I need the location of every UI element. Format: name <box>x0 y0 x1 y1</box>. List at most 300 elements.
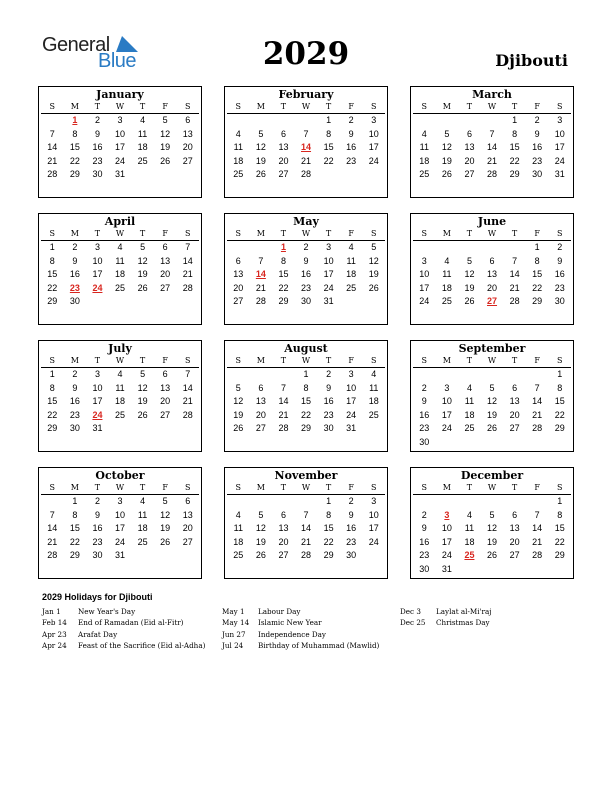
day-cell: 4 <box>466 382 472 393</box>
day-cell: 9 <box>348 509 354 520</box>
week-row <box>413 241 571 255</box>
holiday-day-cell: 27 <box>487 296 498 307</box>
holiday-row <box>42 617 205 628</box>
weekday-header <box>41 228 199 241</box>
day-cell: 8 <box>72 509 78 520</box>
empty-day <box>272 495 295 509</box>
day-cell: 28 <box>47 550 58 561</box>
day-cell: 8 <box>512 128 518 139</box>
day-cell: 20 <box>278 536 289 547</box>
holiday-day-cell: 3 <box>444 509 450 520</box>
weekday-label: T <box>466 229 473 238</box>
empty-day <box>481 368 504 382</box>
empty-day <box>413 241 436 255</box>
day-cell: 18 <box>419 155 430 166</box>
day-cell: 1 <box>557 496 563 506</box>
day-cell: 20 <box>182 142 193 153</box>
weekday-header <box>413 101 571 114</box>
day-cell: 4 <box>444 255 450 266</box>
week-row <box>41 295 199 309</box>
day-cell: 15 <box>69 142 80 153</box>
day-cell: 12 <box>487 523 498 534</box>
weekday-label: S <box>185 356 191 365</box>
week-row <box>413 128 571 142</box>
day-cell: 31 <box>115 169 126 180</box>
day-cell: 7 <box>534 509 540 520</box>
weekday-label: T <box>94 102 101 111</box>
month-title: April <box>104 215 136 228</box>
day-cell: 3 <box>557 115 563 125</box>
day-cell: 5 <box>489 382 495 393</box>
day-cell: 2 <box>348 115 354 125</box>
weekday-label: T <box>280 229 287 238</box>
week-row <box>413 395 571 409</box>
holiday-row <box>42 629 205 640</box>
day-cell: 11 <box>369 382 379 393</box>
weekday-label: W <box>115 356 125 365</box>
day-cell: 2 <box>421 509 427 520</box>
week-row <box>227 268 385 282</box>
day-cell: 24 <box>419 296 430 307</box>
weekday-label: F <box>162 356 168 365</box>
country-name: Djibouti <box>495 51 568 70</box>
day-cell: 20 <box>182 523 193 534</box>
weekday-label: W <box>115 102 125 111</box>
day-cell: 19 <box>255 536 266 547</box>
day-cell: 8 <box>303 382 309 393</box>
weekday-label: T <box>511 356 518 365</box>
month-title: December <box>460 469 524 482</box>
day-cell: 5 <box>444 128 450 139</box>
day-cell: 27 <box>278 550 289 561</box>
day-cell: 29 <box>509 169 520 180</box>
day-cell: 19 <box>441 155 452 166</box>
weekday-label: W <box>487 483 497 492</box>
day-cell: 9 <box>421 396 427 407</box>
week-row <box>41 141 199 155</box>
day-cell: 29 <box>554 550 565 561</box>
weekday-header <box>227 228 385 241</box>
weekday-label: S <box>185 483 191 492</box>
empty-day <box>41 495 64 509</box>
day-cell: 7 <box>303 128 309 139</box>
day-cell: 4 <box>140 115 146 125</box>
day-cell: 21 <box>182 269 193 280</box>
day-cell: 22 <box>47 282 58 293</box>
weekday-label: F <box>162 483 168 492</box>
day-cell: 16 <box>92 142 103 153</box>
day-cell: 22 <box>532 282 543 293</box>
day-cell: 30 <box>92 169 103 180</box>
day-cell: 11 <box>442 269 452 280</box>
empty-day <box>227 241 250 255</box>
day-cell: 22 <box>69 155 80 166</box>
day-cell: 15 <box>532 269 543 280</box>
day-cell: 10 <box>323 255 334 266</box>
empty-day <box>250 241 273 255</box>
day-cell: 16 <box>419 536 430 547</box>
day-cell: 29 <box>47 423 58 434</box>
holiday-name: End of Ramadan (Eid al-Fitr) <box>78 618 184 628</box>
weekday-label: F <box>534 356 540 365</box>
day-cell: 15 <box>323 142 334 153</box>
day-cell: 22 <box>323 536 334 547</box>
day-cell: 12 <box>368 255 379 266</box>
empty-day <box>131 549 154 563</box>
month-september <box>410 340 574 452</box>
week-row <box>413 255 571 269</box>
week-row <box>227 128 385 142</box>
day-cell: 25 <box>137 536 148 547</box>
day-cell: 28 <box>509 296 520 307</box>
logo-general-text: General <box>42 34 110 56</box>
day-cell: 24 <box>115 155 126 166</box>
day-cell: 10 <box>419 269 430 280</box>
day-cell: 15 <box>47 269 58 280</box>
day-cell: 8 <box>280 255 286 266</box>
weekday-label: S <box>185 229 191 238</box>
weekday-label: M <box>256 356 265 365</box>
day-cell: 16 <box>69 396 80 407</box>
day-cell: 27 <box>160 409 171 420</box>
month-october <box>38 467 202 579</box>
empty-day <box>481 563 504 577</box>
day-cell: 13 <box>487 269 498 280</box>
day-cell: 1 <box>49 369 55 379</box>
day-cell: 9 <box>557 255 563 266</box>
month-february <box>224 86 388 198</box>
day-cell: 3 <box>371 496 377 506</box>
day-cell: 26 <box>137 282 148 293</box>
month-title: March <box>472 88 512 101</box>
weekday-header <box>41 101 199 114</box>
day-cell: 25 <box>419 169 430 180</box>
empty-day <box>481 114 504 128</box>
month-title: January <box>96 88 144 101</box>
day-cell: 6 <box>162 369 168 379</box>
day-cell: 2 <box>94 496 100 506</box>
day-cell: 9 <box>94 128 100 139</box>
day-cell: 6 <box>466 128 472 139</box>
day-cell: 26 <box>255 550 266 561</box>
empty-day <box>154 295 177 309</box>
weekday-label: T <box>511 102 518 111</box>
holiday-column <box>400 606 491 629</box>
empty-day <box>413 114 436 128</box>
day-cell: 13 <box>160 255 171 266</box>
empty-day <box>272 368 295 382</box>
week-row <box>41 536 199 550</box>
empty-day <box>436 436 459 450</box>
month-title: October <box>95 469 145 482</box>
day-cell: 7 <box>185 242 191 252</box>
day-cell: 24 <box>346 409 357 420</box>
day-cell: 17 <box>441 536 452 547</box>
holiday-day-cell: 1 <box>72 115 78 125</box>
day-cell: 19 <box>368 269 379 280</box>
holiday-day-cell: 23 <box>69 282 80 293</box>
day-cell: 1 <box>534 242 540 252</box>
week-row <box>227 382 385 396</box>
holiday-row <box>42 640 205 651</box>
day-cell: 18 <box>233 536 244 547</box>
weekday-label: F <box>348 229 354 238</box>
weekday-label: W <box>487 102 497 111</box>
day-cell: 3 <box>444 382 450 393</box>
week-row <box>227 114 385 128</box>
weekday-label: S <box>371 229 377 238</box>
weekday-label: T <box>466 356 473 365</box>
weekday-label: S <box>49 229 56 238</box>
weekday-header <box>413 355 571 368</box>
day-cell: 4 <box>466 509 472 520</box>
day-cell: 10 <box>368 509 379 520</box>
week-row <box>41 422 199 436</box>
day-cell: 11 <box>464 396 475 407</box>
holiday-row <box>42 606 205 617</box>
day-cell: 22 <box>69 536 80 547</box>
day-cell: 2 <box>72 242 78 252</box>
day-cell: 4 <box>140 496 146 506</box>
day-cell: 27 <box>464 169 475 180</box>
holiday-column <box>42 606 205 651</box>
day-cell: 28 <box>182 282 193 293</box>
day-cell: 27 <box>509 550 520 561</box>
weekday-label: F <box>348 356 354 365</box>
day-cell: 2 <box>72 369 78 379</box>
empty-day <box>548 563 571 577</box>
day-cell: 17 <box>323 269 334 280</box>
day-cell: 15 <box>323 523 334 534</box>
weekday-header <box>413 228 571 241</box>
day-cell: 8 <box>72 128 78 139</box>
weekday-label: S <box>557 229 563 238</box>
day-cell: 4 <box>421 128 427 139</box>
week-row <box>41 268 199 282</box>
day-cell: 12 <box>233 396 244 407</box>
day-cell: 26 <box>233 423 244 434</box>
day-cell: 13 <box>160 382 171 393</box>
weekday-label: F <box>348 483 354 492</box>
day-cell: 25 <box>115 282 126 293</box>
weekday-label: M <box>70 483 79 492</box>
day-cell: 8 <box>49 255 55 266</box>
month-title: July <box>108 342 132 355</box>
month-may <box>224 213 388 325</box>
week-row <box>41 395 199 409</box>
day-cell: 18 <box>464 536 475 547</box>
holiday-date: Apr 23 <box>42 629 67 639</box>
day-cell: 24 <box>368 155 379 166</box>
day-cell: 6 <box>258 382 264 393</box>
day-cell: 26 <box>160 536 171 547</box>
day-cell: 16 <box>346 142 357 153</box>
holiday-date: Dec 3 <box>400 607 421 616</box>
day-cell: 1 <box>72 496 78 506</box>
day-cell: 21 <box>509 282 520 293</box>
day-cell: 21 <box>301 155 312 166</box>
day-cell: 10 <box>115 509 126 520</box>
weekday-label: S <box>421 483 428 492</box>
holidays-title: 2029 Holidays for Djibouti <box>42 592 153 602</box>
week-row <box>227 395 385 409</box>
day-cell: 23 <box>419 550 430 561</box>
week-row <box>41 114 199 128</box>
day-cell: 6 <box>185 115 191 125</box>
week-row <box>227 495 385 509</box>
holiday-day-cell: 1 <box>280 242 286 252</box>
day-cell: 26 <box>441 169 452 180</box>
day-cell: 15 <box>301 396 312 407</box>
week-row <box>41 495 199 509</box>
empty-day <box>176 549 199 563</box>
day-cell: 17 <box>115 523 126 534</box>
day-cell: 1 <box>512 115 518 125</box>
day-cell: 26 <box>464 296 475 307</box>
week-row <box>41 168 199 182</box>
day-cell: 13 <box>255 396 266 407</box>
empty-day <box>436 368 459 382</box>
empty-day <box>340 168 363 182</box>
weekday-label: S <box>49 483 56 492</box>
day-cell: 6 <box>512 382 518 393</box>
day-cell: 22 <box>323 155 334 166</box>
day-cell: 7 <box>49 128 55 139</box>
day-cell: 4 <box>117 369 123 379</box>
day-cell: 19 <box>137 269 148 280</box>
day-cell: 16 <box>301 269 312 280</box>
weekday-label: W <box>301 483 311 492</box>
week-row <box>41 409 199 423</box>
day-cell: 30 <box>92 550 103 561</box>
day-cell: 5 <box>162 496 168 506</box>
day-cell: 17 <box>368 523 379 534</box>
day-cell: 2 <box>303 242 309 252</box>
day-cell: 2 <box>94 115 100 125</box>
day-cell: 15 <box>554 523 565 534</box>
day-cell: 12 <box>160 128 171 139</box>
week-row <box>227 155 385 169</box>
day-cell: 17 <box>346 396 357 407</box>
day-cell: 18 <box>137 142 148 153</box>
day-cell: 30 <box>301 296 312 307</box>
day-cell: 25 <box>115 409 126 420</box>
empty-day <box>227 114 250 128</box>
day-cell: 4 <box>348 242 354 252</box>
week-row <box>41 128 199 142</box>
day-cell: 25 <box>137 155 148 166</box>
day-cell: 30 <box>69 296 80 307</box>
month-january <box>38 86 202 198</box>
day-cell: 29 <box>278 296 289 307</box>
empty-day <box>131 168 154 182</box>
holiday-row <box>222 617 379 628</box>
empty-day <box>250 114 273 128</box>
holiday-name: Laylat al-Mi'raj <box>436 607 492 616</box>
day-cell: 11 <box>137 509 148 520</box>
month-title: August <box>284 342 328 355</box>
week-row <box>413 422 571 436</box>
week-row <box>227 141 385 155</box>
month-june <box>410 213 574 325</box>
day-cell: 12 <box>487 396 498 407</box>
weekday-header <box>41 355 199 368</box>
holiday-day-cell: 24 <box>92 409 103 420</box>
day-cell: 2 <box>421 382 427 393</box>
day-cell: 23 <box>92 155 103 166</box>
day-cell: 14 <box>182 255 193 266</box>
empty-day <box>503 368 526 382</box>
day-cell: 12 <box>255 523 266 534</box>
day-cell: 16 <box>554 269 565 280</box>
weekday-label: T <box>94 356 101 365</box>
weekday-header <box>41 482 199 495</box>
day-cell: 29 <box>554 423 565 434</box>
empty-day <box>526 368 549 382</box>
day-cell: 8 <box>557 509 563 520</box>
day-cell: 10 <box>554 128 565 139</box>
day-cell: 23 <box>346 155 357 166</box>
weekday-label: S <box>557 483 563 492</box>
day-cell: 14 <box>182 382 193 393</box>
day-cell: 22 <box>554 536 565 547</box>
weekday-label: T <box>280 102 287 111</box>
day-cell: 24 <box>441 550 452 561</box>
day-cell: 14 <box>47 142 58 153</box>
empty-day <box>458 241 481 255</box>
day-cell: 9 <box>94 509 100 520</box>
day-cell: 18 <box>233 155 244 166</box>
day-cell: 1 <box>303 369 309 379</box>
weekday-label: S <box>49 102 56 111</box>
weekday-label: W <box>301 229 311 238</box>
day-cell: 19 <box>487 409 498 420</box>
day-cell: 20 <box>255 409 266 420</box>
day-cell: 20 <box>278 155 289 166</box>
day-cell: 10 <box>441 523 452 534</box>
holiday-day-cell: 24 <box>92 282 103 293</box>
weekday-header <box>227 355 385 368</box>
day-cell: 9 <box>421 523 427 534</box>
day-cell: 21 <box>532 536 543 547</box>
empty-day <box>109 295 132 309</box>
day-cell: 11 <box>233 142 243 153</box>
day-cell: 28 <box>487 169 498 180</box>
empty-day <box>154 422 177 436</box>
day-cell: 27 <box>182 155 193 166</box>
weekday-label: M <box>442 483 451 492</box>
week-row <box>227 409 385 423</box>
weekday-label: S <box>557 102 563 111</box>
week-row <box>413 549 571 563</box>
day-cell: 20 <box>160 269 171 280</box>
day-cell: 19 <box>464 282 475 293</box>
empty-day <box>131 422 154 436</box>
day-cell: 24 <box>554 155 565 166</box>
week-row <box>413 168 571 182</box>
day-cell: 27 <box>278 169 289 180</box>
day-cell: 16 <box>419 409 430 420</box>
empty-day <box>176 422 199 436</box>
day-cell: 29 <box>301 423 312 434</box>
weekday-header <box>227 482 385 495</box>
weekday-label: S <box>235 229 242 238</box>
weekday-label: F <box>162 229 168 238</box>
day-cell: 22 <box>509 155 520 166</box>
day-cell: 9 <box>72 382 78 393</box>
week-row <box>41 382 199 396</box>
empty-day <box>362 549 385 563</box>
